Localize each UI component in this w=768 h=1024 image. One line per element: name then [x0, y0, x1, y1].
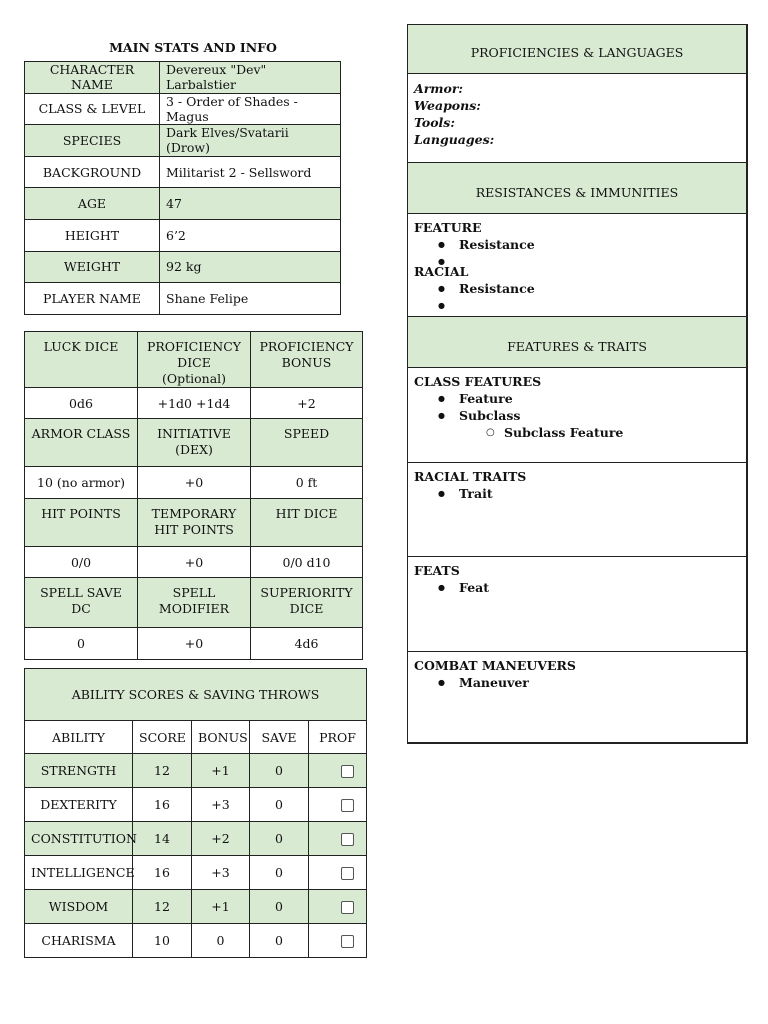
resistance-racial-item: ● Resistance [414, 280, 740, 297]
combat-stat-value: +1d0 +1d4 [138, 388, 251, 419]
features-header: FEATURES & TRAITS [408, 317, 746, 368]
racial-traits-label: RACIAL TRAITS [414, 469, 527, 484]
main-stat-label: HEIGHT [25, 219, 160, 251]
combat-stat-value: +0 [138, 628, 251, 660]
ability-bonus: +3 [192, 788, 250, 822]
proficiency-checkbox[interactable] [341, 799, 354, 812]
ability-name: DEXTERITY [25, 788, 133, 822]
combat-stat-label: LUCK DICE [25, 332, 138, 388]
main-stat-label: WEIGHT [25, 251, 160, 283]
combat-value-row [25, 467, 363, 499]
main-stats-table [24, 61, 341, 315]
resistance-racial-empty [414, 297, 740, 308]
ability-name: WISDOM [25, 890, 133, 924]
ability-column-header: BONUS [192, 721, 250, 754]
combat-maneuvers-label: COMBAT MANEUVERS [414, 658, 576, 673]
combat-stat-label: ARMOR CLASS [25, 419, 138, 467]
main-stat-label: SPECIES [25, 125, 160, 157]
combat-stat-label: INITIATIVE (DEX) [138, 419, 251, 467]
resistance-feature-label: FEATURE [414, 220, 482, 235]
combat-header-row [25, 419, 363, 467]
feats-section [408, 557, 746, 652]
ability-prof-cell [309, 890, 367, 924]
main-stat-value: Shane Felipe [160, 283, 341, 315]
racial-traits-section [408, 463, 746, 557]
ability-prof-cell [309, 754, 367, 788]
main-stats-title: MAIN STATS AND INFO [109, 40, 277, 55]
main-stat-value: 92 kg [160, 251, 341, 283]
combat-header-row [25, 499, 363, 547]
main-stat-value: 6’2 [160, 219, 341, 251]
ability-name: CHARISMA [25, 924, 133, 958]
combat-maneuvers-section [408, 652, 746, 691]
combat-value-row [25, 628, 363, 660]
maneuver-item: ● Maneuver [414, 674, 740, 691]
ability-save: 0 [250, 754, 309, 788]
languages-label: Languages: [414, 132, 495, 147]
combat-stat-label: PROFICIENCY DICE (Optional) [138, 332, 251, 388]
combat-stat-value: 0/0 d10 [251, 547, 363, 578]
ability-bonus: +1 [192, 754, 250, 788]
proficiencies-section [408, 74, 746, 163]
class-features-label: CLASS FEATURES [414, 374, 542, 389]
resistances-header: RESISTANCES & IMMUNITIES [408, 163, 746, 214]
ability-bonus: +2 [192, 822, 250, 856]
resistance-feature-empty [414, 253, 740, 264]
combat-stat-value: 0d6 [25, 388, 138, 419]
ability-name: STRENGTH [25, 754, 133, 788]
combat-stat-label: SUPERIORITY DICE [251, 578, 363, 628]
ability-row [25, 890, 367, 924]
ability-row [25, 788, 367, 822]
proficiency-checkbox[interactable] [341, 935, 354, 948]
main-stat-row [25, 125, 341, 157]
main-stat-row [25, 283, 341, 315]
ability-bonus: +1 [192, 890, 250, 924]
ability-row [25, 856, 367, 890]
class-feature-item: ● Feature [414, 390, 740, 407]
combat-stat-value: 0 ft [251, 467, 363, 499]
combat-stat-label: SPELL SAVE DC [25, 578, 138, 628]
main-stat-value: 47 [160, 188, 341, 220]
ability-scores-title: ABILITY SCORES & SAVING THROWS [25, 669, 367, 721]
main-stat-row [25, 93, 341, 125]
ability-prof-cell [309, 856, 367, 890]
combat-stat-label: PROFICIENCY BONUS [251, 332, 363, 388]
combat-value-row [25, 547, 363, 578]
ability-row [25, 754, 367, 788]
ability-score: 16 [133, 788, 192, 822]
ability-row [25, 822, 367, 856]
combat-value-row [25, 388, 363, 419]
proficiencies-header: PROFICIENCIES & LANGUAGES [408, 25, 746, 74]
combat-stat-value: +2 [251, 388, 363, 419]
feats-label: FEATS [414, 563, 460, 578]
ability-column-header: SAVE [250, 721, 309, 754]
main-stat-value: Dark Elves/Svatarii (Drow) [160, 125, 341, 157]
combat-stat-label: SPEED [251, 419, 363, 467]
main-stat-label: BACKGROUND [25, 156, 160, 188]
main-stat-row [25, 62, 341, 94]
main-stat-row [25, 251, 341, 283]
ability-prof-cell [309, 788, 367, 822]
combat-header-row [25, 578, 363, 628]
main-stat-label: AGE [25, 188, 160, 220]
ability-save: 0 [250, 822, 309, 856]
class-features-section [408, 368, 746, 463]
ability-scores-table [24, 668, 367, 958]
combat-stat-label: HIT POINTS [25, 499, 138, 547]
main-stat-value: Devereux "Dev" Larbalstier [160, 62, 341, 94]
ability-score: 12 [133, 890, 192, 924]
main-stat-value: 3 - Order of Shades - Magus [160, 93, 341, 125]
main-stat-label: CLASS & LEVEL [25, 93, 160, 125]
ability-bonus: +3 [192, 856, 250, 890]
racial-trait-item: ● Trait [414, 485, 740, 502]
ability-save: 0 [250, 890, 309, 924]
combat-stat-label: SPELL MODIFIER [138, 578, 251, 628]
ability-prof-cell [309, 822, 367, 856]
combat-stat-value: +0 [138, 467, 251, 499]
main-stat-label: CHARACTER NAME [25, 62, 160, 94]
combat-stats-table [24, 331, 363, 660]
ability-score: 12 [133, 754, 192, 788]
ability-name: INTELLIGENCE [25, 856, 133, 890]
ability-column-header: PROF [309, 721, 367, 754]
main-stat-label: PLAYER NAME [25, 283, 160, 315]
ability-save: 0 [250, 856, 309, 890]
resistance-racial-label: RACIAL [414, 264, 469, 279]
combat-stat-label: TEMPORARY HIT POINTS [138, 499, 251, 547]
main-stat-row [25, 188, 341, 220]
ability-row [25, 924, 367, 958]
combat-header-row [25, 332, 363, 388]
subclass-feature-item: ○ Subclass Feature [414, 424, 740, 441]
armor-label: Armor: [414, 81, 464, 96]
ability-column-header: SCORE [133, 721, 192, 754]
ability-prof-cell [309, 924, 367, 958]
main-stat-row [25, 156, 341, 188]
ability-score: 10 [133, 924, 192, 958]
proficiency-checkbox[interactable] [341, 901, 354, 914]
weapons-label: Weapons: [414, 98, 481, 113]
proficiency-checkbox[interactable] [341, 833, 354, 846]
tools-label: Tools: [414, 115, 455, 130]
proficiency-checkbox[interactable] [341, 867, 354, 880]
combat-stat-value: 4d6 [251, 628, 363, 660]
right-panel [407, 24, 748, 744]
main-stat-row [25, 219, 341, 251]
ability-name: CONSTITUTION [25, 822, 133, 856]
combat-stat-label: HIT DICE [251, 499, 363, 547]
resistance-feature-item: ● Resistance [414, 236, 740, 253]
ability-save: 0 [250, 924, 309, 958]
ability-bonus: 0 [192, 924, 250, 958]
ability-score: 14 [133, 822, 192, 856]
feat-item: ● Feat [414, 579, 740, 596]
ability-column-header: ABILITY [25, 721, 133, 754]
combat-stat-value: 10 (no armor) [25, 467, 138, 499]
combat-stat-value: 0/0 [25, 547, 138, 578]
resistances-section [408, 214, 746, 317]
main-stat-value: Militarist 2 - Sellsword [160, 156, 341, 188]
ability-score: 16 [133, 856, 192, 890]
combat-stat-value: +0 [138, 547, 251, 578]
combat-stat-value: 0 [25, 628, 138, 660]
ability-save: 0 [250, 788, 309, 822]
ability-header-row [25, 721, 367, 754]
subclass-item: ● Subclass [414, 407, 740, 424]
proficiency-checkbox[interactable] [341, 765, 354, 778]
